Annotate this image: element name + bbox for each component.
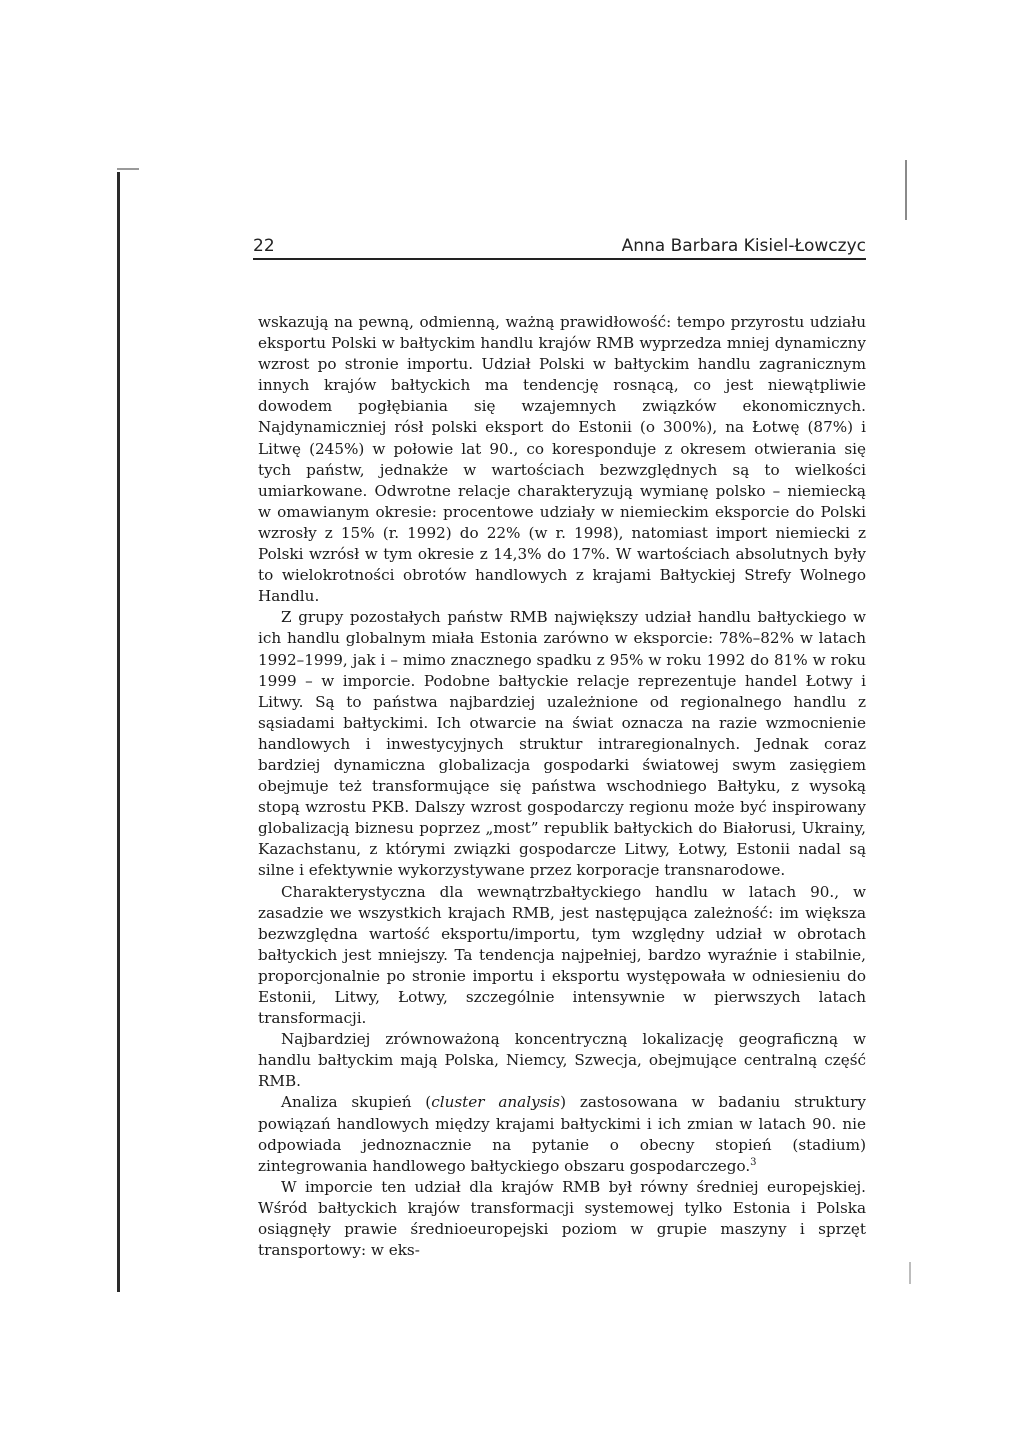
scan-edge-mark xyxy=(117,168,139,170)
paragraph: Z grupy pozostałych państw RMB największy udział handlu bałtyckiego w ich handlu globalnym miała Estonia zarówno w eksporcie: 78%–82% w latach 1992–1999, jak i – mimo znacznego spadku z 95% w roku 1992 do 81% w roku 1999 – w imporcie. Podobne bałtyckie relacje reprezentuje handel Łotwy i Litwy. Są to państwa najbardziej uzależnione od regionalnego handlu z sąsiadami bałtyckimi. Ich otwarcie na świat oznacza na razie wzmocnienie handlowych i inwestycyjnych struktur intraregionalnych. Jednak coraz bardziej dynamiczna globalizacja gospodarki światowej swym zasięgiem obejmuje też transformujące się państwa wschodniego Bałtyku, z wysoką stopą wzrostu PKB. Dalszy wzrost gospodarczy regionu może być inspirowany globalizacją biznesu poprzez „most” republik bałtyckich do Białorusi, Ukrainy, Kazachstanu, z którymi związki gospodarcze Litwy, Łotwy, Estonii nadal są silne i efektywnie wykorzystywane przez korporacje transnarodowe. xyxy=(258,608,866,880)
running-head-author: Anna Barbara Kisiel-Łowczyc xyxy=(621,236,866,256)
paragraph: W imporcie ten udział dla krajów RMB był równy średniej europejskiej. Wśród bałtyckich krajów transformacji systemowej tylko Estonia i Polska osiągnęły prawie średnioeuropejski poziom w grupie maszyny i sprzęt transportowy: w eks- xyxy=(258,1177,866,1260)
paragraph: Najbardziej zrównoważoną koncentryczną lokalizację geograficzną w handlu bałtyckim mają Polska, Niemcy, Szwecja, obejmujące centralną część RMB. xyxy=(258,1030,866,1091)
body-text xyxy=(258,312,866,1261)
italic-term: cluster analysis xyxy=(431,1093,561,1112)
paragraph: wskazują na pewną, odmienną, ważną prawidłowość: tempo przyrostu udziału eksportu Polski w bałtyckim handlu krajów RMB wyprzedza mniej dynamiczny wzrost po stronie importu. Udział Polski w bałtyckim handlu zagranicznym innych krajów bałtyckich ma tendencję rosnącą, co jest niewątpliwie dowodem pogłębiania się wzajemnych związków ekonomicznych. Najdynamiczniej rósł polski eksport do Estonii (o 300%), na Łotwę (87%) i Litwę (245%) w połowie lat 90., co koresponduje z okresem otwierania się tych państw, jednakże w wartościach bezwzględnych są to wielkości umiarkowane. Odwrotne relacje charakteryzują wymianę polsko – niemiecką w omawianym okresie: procentowe udziały w niemieckim eksporcie do Polski wzrosły z 15% (r. 1992) do 22% (w r. 1998), natomiast import niemiecki z Polski wzrósł w tym okresie z 14,3% do 17%. W wartościach absolutnych były to wielokrotności obrotów handlowych z krajami Bałtyckiej Strefy Wolnego Handlu. xyxy=(258,313,866,606)
paragraph-cluster-analysis xyxy=(258,1092,866,1176)
paragraph-text: Analiza skupień ( xyxy=(281,1093,432,1112)
scan-edge-right xyxy=(905,160,907,220)
scan-edge-left xyxy=(117,172,120,1292)
running-header xyxy=(253,228,866,256)
page-number: 22 xyxy=(253,236,275,256)
paragraph-text: ) zastosowana w badaniu struktury powiązań handlowych między krajami bałtyckimi i ich zmian w latach 90. nie odpowiada jednoznacznie na pytanie o obecny stopień (stadium) zintegrowania handlowego bałtyckiego obszaru gospodarczego. xyxy=(258,1093,866,1175)
scan-edge-mark xyxy=(909,1262,911,1284)
paragraph: Charakterystyczna dla wewnątrzbałtyckiego handlu w latach 90., w zasadzie we wszystkich krajach RMB, jest następująca zależność: im większa bezwzględna wartość eksportu/importu, tym względny udział w obrotach bałtyckich jest mniejszy. Ta tendencja najpełniej, bardzo wyraźnie i stabilnie, proporcjonalnie po stronie importu i eksportu występowała w odniesieniu do Estonii, Litwy, Łotwy, szczególnie intensywnie w pierwszych latach transformacji. xyxy=(258,882,866,1028)
footnote-ref: 3 xyxy=(750,1156,757,1168)
header-rule xyxy=(253,258,866,260)
